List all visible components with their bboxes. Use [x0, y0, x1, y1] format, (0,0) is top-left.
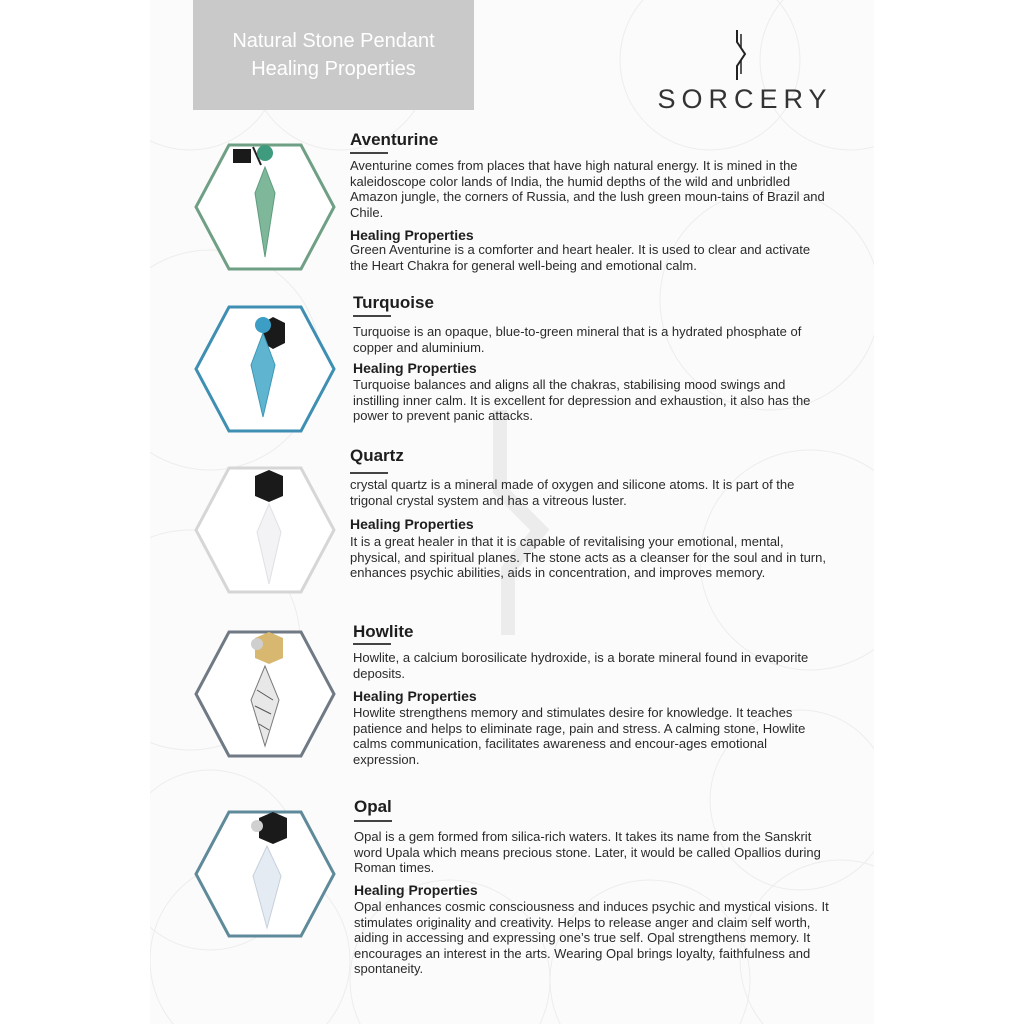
- brand-logo: [650, 28, 840, 116]
- stone-description: Turquoise is an opaque, blue-to-green mineral that is a hydrated phosphate of copper and aluminium.: [353, 324, 802, 355]
- healing-properties-heading: Healing Properties: [353, 688, 477, 704]
- title-underline: [353, 315, 391, 317]
- healing-properties-text: It is a great healer in that it is capable of revitalising your emotional, mental, physical, and spiritual planes. The stone acts as a cleanser for the soul and in turn, enhances psychic abilities, aids in concentration, and improves memory.: [350, 534, 826, 580]
- stone-description: Howlite, a calcium borosilicate hydroxide, is a borate mineral found in evaporite deposits.: [353, 650, 809, 681]
- healing-properties-text: Turquoise balances and aligns all the chakras, stabilising mood swings and instilling inner calm. It is excellent for depression and exhaustion, it also has the power to prevent panic attacks.: [353, 377, 811, 423]
- sorcery-watermark-icon: [470, 400, 550, 640]
- healing-properties-text: Green Aventurine is a comforter and heart healer. It is used to clear and activate the Heart Chakra for general well-being and emotional calm.: [350, 242, 811, 273]
- stone-name: Howlite: [353, 622, 414, 641]
- sorcery-mark-icon: [730, 28, 752, 82]
- stone-description: Opal is a gem formed from silica-rich waters. It takes its name from the Sanskrit word Upala which means precious stone. Later, it would be called Opallios during Roman times.: [354, 829, 821, 875]
- quartz-pendant-image: [193, 466, 337, 594]
- title-line-2: Healing Properties: [251, 58, 416, 80]
- howlite-pendant-image: [193, 630, 337, 758]
- healing-properties-text: Howlite strengthens memory and stimulates desire for knowledge. It teaches patience and helps to eliminate rage, pain and stress. A calming stone, Howlite calms communication, facilitates awareness and encour-ages emotional expression.: [353, 705, 806, 767]
- page-title: [204, 27, 464, 83]
- healing-properties-heading: Healing Properties: [353, 360, 477, 376]
- stone-name: Opal: [354, 797, 392, 816]
- aventurine-pendant-image: [193, 143, 337, 271]
- title-banner: [193, 0, 474, 110]
- opal-pendant-image: [193, 810, 337, 938]
- title-underline: [353, 643, 391, 645]
- turquoise-pendant-image: [193, 305, 337, 433]
- brand-name: SORCERY: [657, 84, 833, 114]
- stone-description: Aventurine comes from places that have high natural energy. It is mined in the kaleidoscope color lands of India, the humid depths of the wild and unbridled Amazon jungle, the corners of Russia, and the lush green moun-tains of Brazil and Chile.: [350, 158, 825, 220]
- title-line-1: Natural Stone Pendant: [232, 30, 435, 52]
- healing-properties-heading: Healing Properties: [354, 882, 478, 898]
- healing-properties-heading: Healing Properties: [350, 227, 474, 243]
- healing-properties-text: Opal enhances cosmic consciousness and induces psychic and mystical visions. It stimulates originality and creativity. Helps to release anger and claim self worth, aiding in accessing and expressing one’s true self. Opal strengthens memory. It encourages an interest in the arts. Wearing Opal brings loyalty, faithfulness and spontaneity.: [354, 899, 829, 976]
- title-underline: [350, 472, 388, 474]
- stone-name: Turquoise: [353, 293, 434, 312]
- healing-properties-heading: Healing Properties: [350, 516, 474, 532]
- title-underline: [354, 820, 392, 822]
- stone-name: Quartz: [350, 446, 404, 465]
- stone-description: crystal quartz is a mineral made of oxygen and silicone atoms. It is part of the trigonal crystal system and has a vitreous luster.: [350, 477, 795, 508]
- title-underline: [350, 152, 388, 154]
- stone-name: Aventurine: [350, 130, 439, 149]
